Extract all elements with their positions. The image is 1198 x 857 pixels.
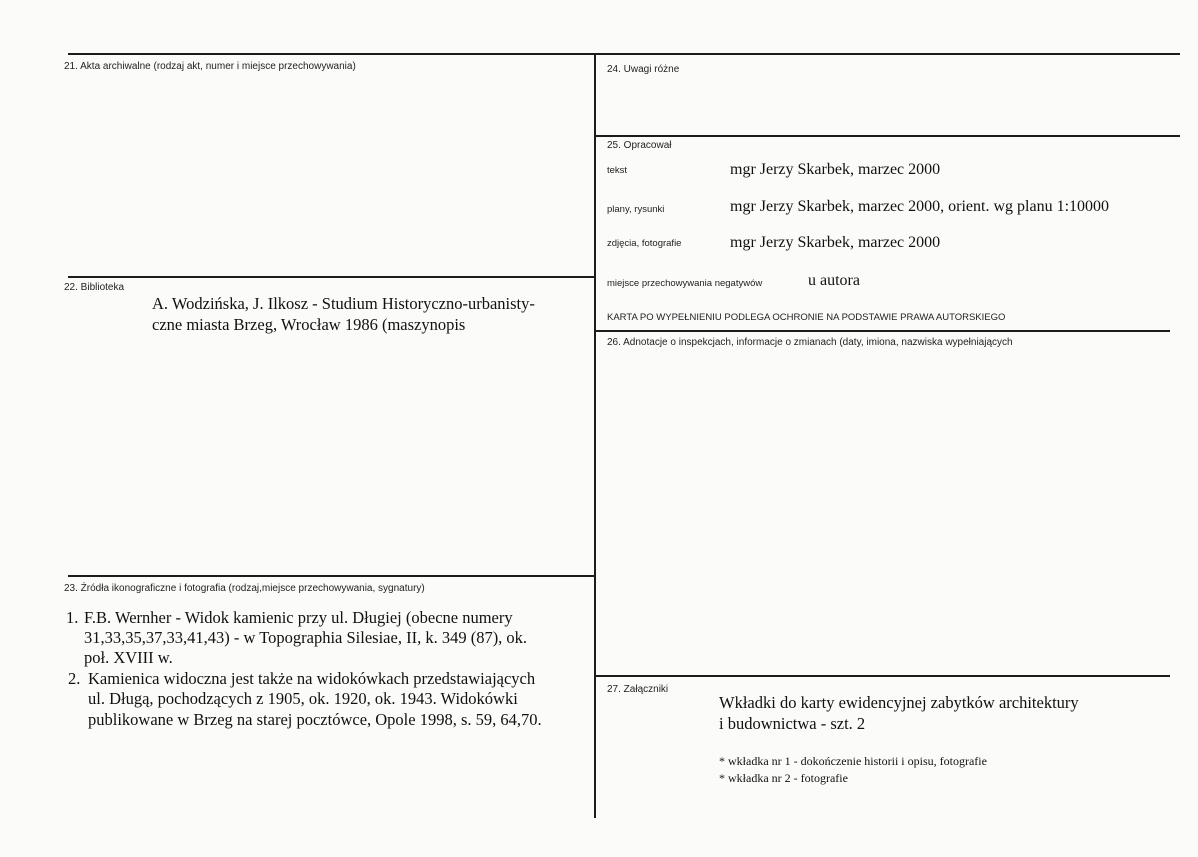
rule-26 <box>595 330 1170 332</box>
attachments-line-1: Wkładki do karty ewidencyjnej zabytków architektury <box>719 693 1079 712</box>
source-item-1-number: 1. <box>66 608 79 627</box>
prepared-text-label: tekst <box>607 165 628 176</box>
library-entry-line-1: A. Wodzińska, J. Ilkosz - Studium Historyczno-urbanisty- <box>152 294 535 313</box>
section-25-label: 25. Opracował <box>607 140 672 151</box>
source-item-1-line-1: F.B. Wernher - Widok kamienic przy ul. Długiej (obecne numery <box>84 608 513 627</box>
source-item-2-line-1: Kamienica widoczna jest także na widokówkach przedstawiających <box>88 669 536 688</box>
rule-22 <box>68 276 595 278</box>
top-rule <box>68 53 1180 55</box>
negatives-storage-value: u autora <box>808 272 860 289</box>
prepared-text-value: mgr Jerzy Skarbek, marzec 2000 <box>730 161 941 178</box>
source-item-2-line-2: ul. Długą, pochodzących z 1905, ok. 1920, ok. 1943. Widokówki <box>88 689 518 708</box>
section-26-label: 26. Adnotacje o inspekcjach, informacje o zmianach (daty, imiona, nazwiska wypełniających <box>607 337 1013 348</box>
attachment-bullet-1: * wkładka nr 1 - dokończenie historii i opisu, fotografie <box>719 754 987 768</box>
center-divider <box>594 53 596 818</box>
section-27-label: 27. Załączniki <box>607 684 669 695</box>
attachments-line-2: i budownictwa - szt. 2 <box>719 714 866 733</box>
source-item-1-line-3: poł. XVIII w. <box>84 648 173 667</box>
prepared-photos-label: zdjęcia, fotografie <box>607 238 682 249</box>
prepared-photos-value: mgr Jerzy Skarbek, marzec 2000 <box>730 234 941 251</box>
prepared-plans-label: plany, rysunki <box>607 204 665 215</box>
rule-25 <box>595 135 1180 137</box>
rule-27 <box>595 675 1170 677</box>
library-entry-line-2: czne miasta Brzeg, Wrocław 1986 (maszynopis <box>152 315 466 334</box>
source-item-1-line-2: 31,33,35,37,33,41,43) - w Topographia Silesiae, II, k. 349 (87), ok. <box>84 628 528 647</box>
section-22-label: 22. Biblioteka <box>64 282 125 293</box>
section-21-label: 21. Akta archiwalne (rodzaj akt, numer i miejsce przechowywania) <box>64 61 356 72</box>
negatives-storage-label: miejsce przechowywania negatywów <box>607 278 763 289</box>
rule-23 <box>68 575 595 577</box>
copyright-notice: KARTA PO WYPEŁNIENIU PODLEGA OCHRONIE NA PODSTAWIE PRAWA AUTORSKIEGO <box>607 312 1006 323</box>
attachment-bullet-2: * wkładka nr 2 - fotografie <box>719 771 848 785</box>
section-23-label: 23. Źródła ikonograficzne i fotografia (rodzaj,miejsce przechowywania, sygnatury) <box>64 583 425 594</box>
source-item-2-number: 2. <box>68 669 81 688</box>
source-item-2-line-3: publikowane w Brzeg na starej pocztówce, Opole 1998, s. 59, 64,70. <box>88 710 542 729</box>
section-24-label: 24. Uwagi różne <box>607 64 680 75</box>
prepared-plans-value: mgr Jerzy Skarbek, marzec 2000, orient. wg planu 1:10000 <box>730 198 1110 215</box>
